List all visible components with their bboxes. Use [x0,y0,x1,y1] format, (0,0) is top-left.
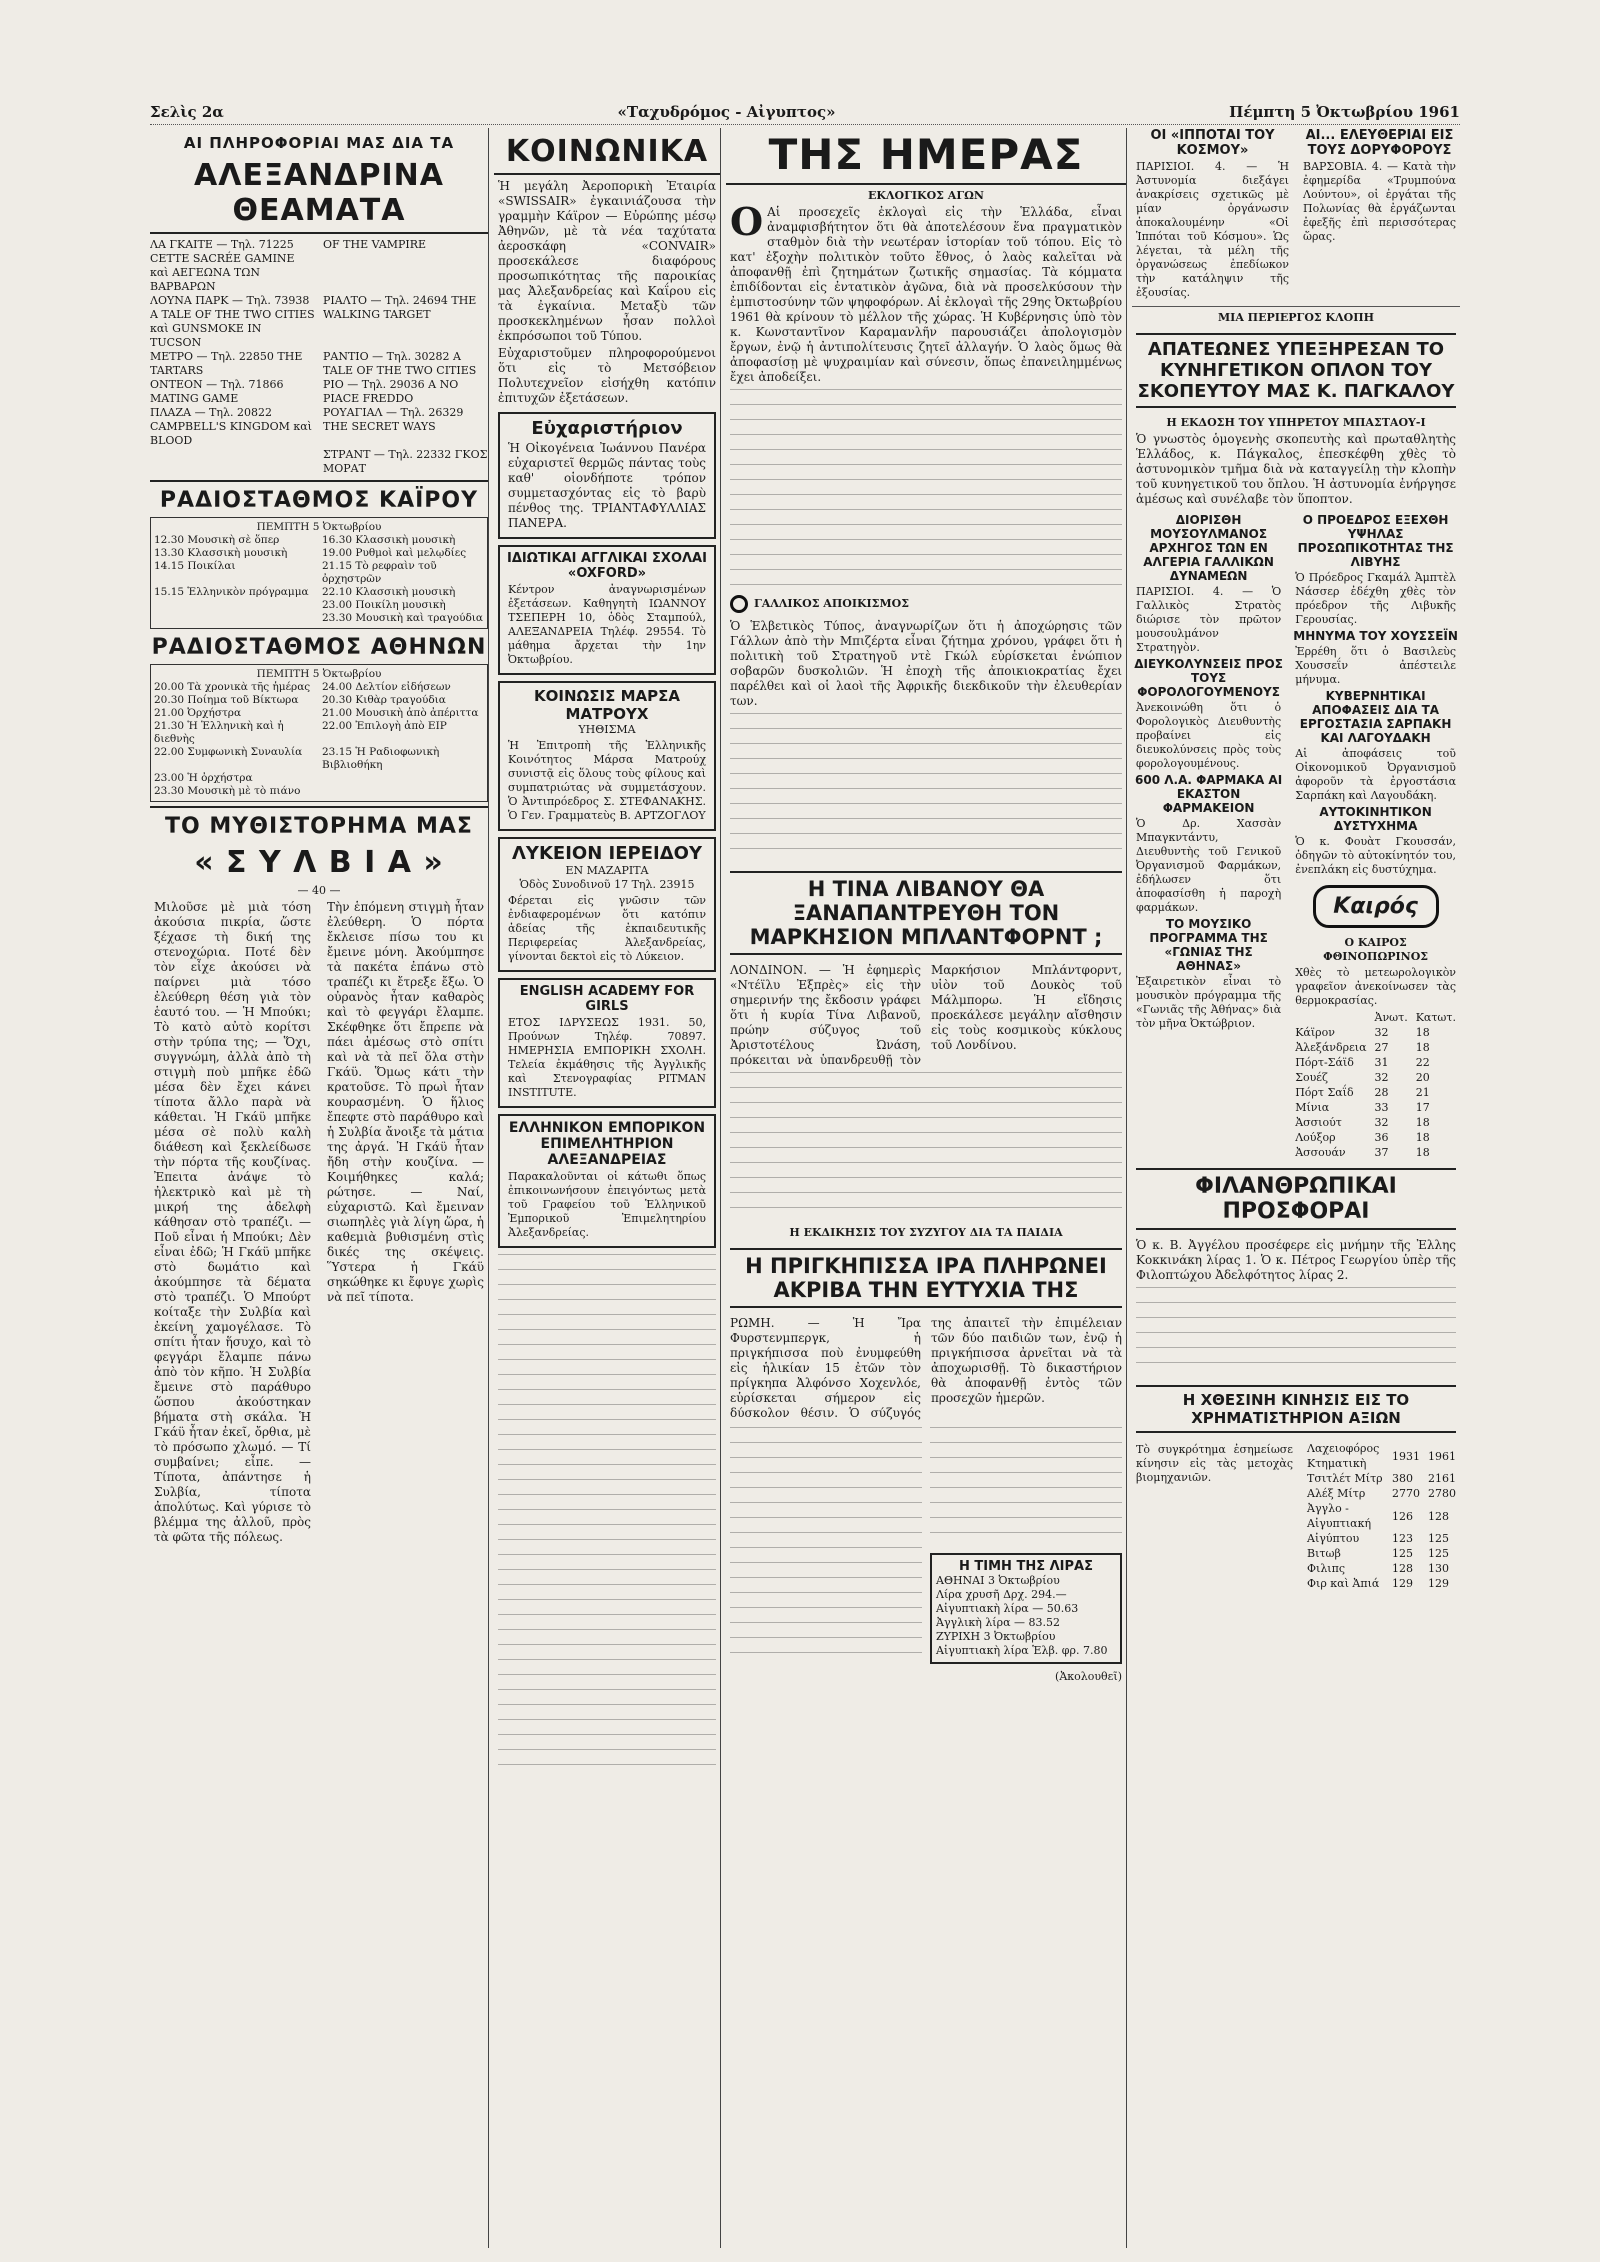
shows-headline: ΑΛΕΞΑΝΔΡΙΝΑ ΘΕΑΜΑΤΑ [194,158,444,228]
article-subhead: Η ΕΚΔΟΣΗ ΤΟΥ ΥΠΗΡΕΤΟΥ ΜΠΑΣΤΑΟΥ-Ι [1166,416,1426,429]
radio-item: 22.00 Ἐπιλογὴ ἀπὸ EIP [322,720,447,732]
novel-text-continued: Τὴν ἑπόμενη στιγμὴ ἦταν ἐλεύθερη. Ὁ πόρτα ἔκλεισε πίσω του κι ἔμεινε μόνη. Ἀκούμπησε τὰ πακέτα ἐπάνω στὸ τραπέζι κι ἔτρεξε ἔξω. Ὁ οὐρανὸς ἦταν καθαρὸς καὶ τὸ φεγγάρι ἔλαμπε. Σκέφθηκε ὅτι ἔπρεπε νὰ πάει ἀμέσως στὸ σπίτι καὶ νὰ τὰ πεῖ ὅλα στὴν Γκάϋ. Ὅμως κάτι τὴν κρατοῦσε. Τὸ πρωὶ ἦταν κουρασμένη. Ὁ ἥλιος ἔπεφτε στὸ παράθυρο καὶ ἡ Συλβία ἄνοιξε τὰ μάτια της ἀργά. Ἡ Γκάϋ ἦταν ἤδη στὴν κουζίνα. — Κοιμήθηκες καλά; ρώτησε. — Ναί, εὐχαριστῶ. Καὶ ἔμειναν σιωπηλὲς γιὰ λίγη ὥρα, ἡ καθεμιὰ βυθισμένη στὶς δικές της σκέψεις. Ὕστερα ἡ Γκάϋ σηκώθηκε κι ἔφυγε χωρὶς νὰ πεῖ τίποτα. [327,900,484,1304]
weather-row: Ἀλεξάνδρεια 27 18 [1295,1041,1430,1054]
page-number: Σελὶς 2α [150,103,224,121]
divider [150,232,488,234]
social-text: Ἡ μεγάλη Ἀεροπορικὴ Ἑταιρία «SWISSAIR» ἐγκαινιάζουσα τὴν γραμμὴν Κάϊρον — Εὐρώπης μέσῳ Ἀθηνῶν, μὲ τὰ νέα ταχύτατα ἀεροσκάφη «CONVAIR» προσεκάλεσε διαφόρους προσωπικότητας τῆς παροικίας μας Ἀλεξανδρείας καὶ Καΐρου εἰς τὰ ἐγκαίνια. Μεταξὺ τῶν προσκεκλημένων ἦσαν πολλοὶ ἐκπρόσωποι τοῦ Τύπου. [498,179,716,343]
weather-row: Πόρτ Σαΐδ 28 21 [1295,1086,1430,1099]
cinema-item: ΛΟΥΝΑ ΠΑΡΚ — Τηλ. 73938 A TALE OF THE TWO CITIES καὶ GUNSMOKE IN TUCSON [150,294,315,349]
radio-item: 23.00 Ποικίλη μουσικὴ [322,599,446,611]
chamber-text: Παρακαλοῦνται οἱ κάτωθι ὅπως ἐπικοινωνήσουν ἐπειγόντως μετὰ τοῦ Γραφείου τοῦ Ἑλληνικοῦ Ἐμπορικοῦ Ἐπιμελητηρίου Ἀλεξανδρείας. [508,1170,706,1239]
hussein-text: Ἐρρέθη ὅτι ὁ Βασιλεὺς Χουσσεΐν ἀπέστειλε μήνυμα. [1295,645,1456,686]
notice-sub: ΥΗΘΙΣΜΑ [578,723,636,736]
chamber-heading: ΕΛΛΗΝΙΚΟΝ ΕΜΠΟΡΙΚΟΝ ΕΠΙΜΕΛΗΤΗΡΙΟΝ ΑΛΕΞΑΝΔΡΕΙΑΣ [508,1120,706,1168]
knights-text: ΠΑΡΙΣΙΟΙ. 4. — Ἡ Ἀστυνομία διεξάγει ἀνακρίσεις σχετικῶς μὲ μίαν ὀργάνωσιν ἀποκαλουμένην «Οἱ Ἱππόται τοῦ Κόσμου». Ὡς λέγεται, τὰ μέλη τῆς ὀργανώσεως ἐπεδίωκον τὴν κατάληψιν τῆς ἐξουσίας. [1136,160,1289,299]
lira-row: Λίρα χρυσῆ Δρχ. 294.— [936,1588,1067,1601]
radio-item: 16.30 Κλασσικὴ μουσικὴ [322,534,456,546]
princess-ira-headline: Η ΠΡΙΓΚΗΠΙΣΣΑ ΙΡΑ ΠΛΗΡΩΝΕΙ ΑΚΡΙΒΑ ΤΗΝ ΕΥΤΥΧΙΑ ΤΗΣ [730,1248,1122,1308]
cinema-item: ΡΟΥΑΓΙΑΛ — Τηλ. 26329 THE SECRET WAYS [323,406,464,433]
cinema-item: ΣΤΡΑΝΤ — Τηλ. 22332 ΓΚΟΣ ΜΟΡΑΤ [323,448,488,475]
charity-headline: ΦΙΛΑΝΘΡΩΠΙΚΑΙ ΠΡΟΣΦΟΡΑΙ [1136,1168,1456,1230]
article-kicker: ΜΙΑ ΠΕΡΙΕΡΓΟΣ ΚΛΟΠΗ [1218,311,1374,324]
section-heading: ΤΗΣ ΗΜΕΡΑΣ [768,130,1084,179]
lira-row: Αἰγυπτιακὴ λίρα — 50.63 [936,1602,1079,1615]
radio-item: 20.00 Τὰ χρονικὰ τῆς ἡμέρας [154,681,311,693]
factories-headline: ΚΥΒΕΡΝΗΤΙΚΑΙ ΑΠΟΦΑΣΕΙΣ ΔΙΑ ΤΑ ΕΡΓΟΣΤΑΣΙΑ ΣΑΡΠΑΚΗ ΚΑΙ ΛΑΓΟΥΔΑΚΗ [1299,689,1452,745]
novel-text: Μιλοῦσε μὲ μιὰ τόση ἀκούσια πικρία, ὥστε ξέχασε τὴ δική της στενοχώρια. Ποτέ δὲν τὸν εἶχε ἀκούσει νὰ παίρνει μιὰ τόσο ἐλεύθερη θέση γιὰ τὸν ἑαυτό του. — Ἡ Μπούκι; Τὸ κατὸ αὐτὸ κορίτσι στὴν τρύπα της; — Ὅχι, συγγνώμη, ἀλλὰ ἀπὸ τὴ στιγμὴ ποὺ μπῆκε ἐδῶ μέσα δὲν ἔχει κάνει τίποτα ἄλλο παρὰ νὰ κάθεται. Ἡ Γκάϋ μπῆκε μέσα σὲ πολὺ καλὴ διάθεση καὶ ξεκλείδωσε τὴν πόρτα τῆς κουζίνας. Ἐπειτα ἀνάψε τὸ ἠλεκτρικὸ καὶ μὲ τὴ μικρή της ἀδελφὴ κάθησαν στὸ τραπέζι. — Ποῦ εἶναι ἡ Μπούκι; Δὲν εἶναι ἐδῶ; Ἡ Γκάϋ μπῆκε στὸ δωμάτιο καὶ ἀκούμπησε τὰ δέματα στὸ τραπέζι. Ὁ Μπούρτ κοίταξε τὴν Συλβία καὶ ἐκείνη χαμογέλασε. Τὸ σπίτι ἦταν ἥσυχο, καὶ τὸ φεγγάρι ἔλαμπε πάνω ἀπὸ τὸν κῆπο. Ἡ Συλβία ἔμεινε στὸ παράθυρο ὥσπου ἀκούστηκαν βήματα στὴ σκάλα. Ἡ Γκάϋ ἦταν ἐκεῖ, ὄρθια, μὲ τὸ πρόσωπο χλωμό. — Τί συμβαίνει; εἶπε. — Τίποτα, ἀπάντησε ἡ Συλβία, τίποτα ἀπολύτως. Καὶ γύρισε τὸ βλέμμα της ἀλλοῦ, πρὸς τὰ φῶτα τῆς πόλεως. [154,900,311,1544]
accident-headline: ΑΥΤΟΚΙΝΗΤΙΚΟΝ ΔΥΣΤΥΧΗΜΑ [1319,805,1432,833]
article-kicker: Η ΕΚΔΙΚΗΣΙΣ ΤΟΥ ΣΥΖΥΓΟΥ ΔΙΑ ΤΑ ΠΑΙΔΙΑ [789,1226,1063,1239]
radio-item: 23.30 Μουσικὴ καὶ τραγούδια [322,612,484,624]
music-headline: ΤΟ ΜΟΥΣΙΚΟ ΠΡΟΓΡΑΜΜΑ ΤΗΣ «ΓΩΝΙΑΣ ΤΗΣ ΑΘΗΝΑΣ» [1149,917,1268,973]
theft-headline: ΑΠΑΤΕΩΝΕΣ ΥΠΕΞΗΡΕΣΑΝ ΤΟ ΚΥΝΗΓΕΤΙΚΟΝ ΟΠΛΟΝ ΤΟΥ ΣΚΟΠΕΥΤΟΥ ΜΑΣ Κ. ΠΑΓΚΑΛΟΥ [1136,333,1456,408]
weather-note: Χθὲς τὸ μετεωρολογικὸν γραφεῖον ἀνεκοίνωσεν τὰς θερμοκρασίας. [1295,966,1456,1007]
cinema-item: ΟΝΤΕΟΝ — Τηλ. 71866 MATING GAME [150,378,284,405]
colonialism-text: Ὁ Ἑλβετικὸς Τύπος, ἀναγνωρίζων ὅτι ἡ ἀποχώρησις τῶν Γάλλων ἀπὸ τὴν Μπιζέρτα εἶναι ζήτημα χρόνου, γράφει ὅτι ἡ πολιτικὴ τοῦ Στρατηγοῦ ντὲ Γκώλ εὑρίσκεται ἐνώπιον σοβαρῶν δυσκολιῶν. Ἡ ἐποχὴ τῆς ἀποικιοκρατίας ἔχει παρέλθει καὶ οἱ λαοὶ τῆς Ἀφρικῆς διεκδικοῦν τὴν ἐλευθερίαν των. [730,619,1122,708]
drop-cap-icon: O [730,199,764,244]
article-kicker: ΓΑΛΛΙΚΟΣ ΑΠΟΙΚΙΣΜΟΣ [730,595,1122,613]
cinema-item: ΠΛΑΖΑ — Τηλ. 20822 CAMPBELL'S KINGDOM καὶ BLOOD [150,406,312,447]
knights-headline: ΟΙ «ΙΠΠΟΤΑΙ ΤΟΥ ΚΟΣΜΟΥ» [1150,128,1275,158]
divider [150,480,488,482]
social-heading: ΚΟΙΝΩΝΙΚΑ [505,134,709,169]
tax-text: Ἀνεκοινώθη ὅτι ὁ Φορολογικὸς Διευθυντὴς προβαίνει εἰς διευκολύνσεις πρὸς τοὺς φορολογουμένους. [1136,701,1282,770]
continued-note: (Ἀκολουθεῖ) [1055,1670,1122,1683]
body-text-block [1136,1287,1456,1377]
election-article [730,199,1122,385]
thanks-heading: Εὐχαριστήριον [531,418,683,439]
election-text: Αἱ προσεχεῖς ἐκλογαὶ εἰς τὴν Ἑλλάδα, εἶναι ἀναμφισβήτητον ὅτι θὰ ἀποτελέσουν ἕνα πραγματικὸν σταθμὸν διὰ τὴν νεωτέραν ἱστορίαν τοῦ τόπου. Εἰς τὸ κατ' ἐξοχὴν πολιτικὸν τοῦτο ἔθνος, ὁ λαὸς καλεῖται νὰ ἀποφανθῇ ἐπὶ ζητημάτων ζωτικῆς σημασίας. Τὰ κόμματα ἐπιδίδονται εἰς ἐντατικὸν ἀγῶνα, διὰ νὰ προσελκύσουν τὴν ἐμπιστοσύνην τῶν ψηφοφόρων. Αἱ ἐκλογαὶ τῆς 29ης Ὀκτωβρίου 1961 θὰ κρίνουν τὸ μέλλον τῆς χώρας. Ἡ Κυβέρνησις ὑπὸ τὸν κ. Κωνσταντῖνον Καραμανλῆν παρουσιάζει ἀπολογισμὸν ἔργων, ἐνῷ ἡ ἀντιπολίτευσις ζητεῖ ἀλλαγήν. Ὁ λαὸς ὅμως θὰ ἀποφασίσῃ μὲ ψυχραιμίαν καὶ σύνεσιν, ὅπως ἐπανειλημμένως ἔχει ἀποδείξει. [730,205,1122,384]
cinema-item: ΛΑ ΓΚΑΙΤΕ — Τηλ. 71225 CETTE SACRÉE GAMINE καὶ ΑΕΓΕΩΝΑ ΤΩΝ ΒΑΡΒΑΡΩΝ [150,238,295,293]
weather-row: Μίνια 33 17 [1295,1101,1430,1114]
radio-date: ΠΕΜΠΤΗ 5 Ὀκτωβρίου [256,521,382,533]
lira-row: ΖΥΡΙΧΗ 3 Ὀκτωβρίου [936,1630,1056,1643]
pharmacy-headline: 600 Λ.Α. ΦΑΡΜΑΚΑ ΑΙ ΕΚΑΣΤΟΝ ΦΑΡΜΑΚΕΙΟΝ [1135,773,1283,815]
stocks-row: Τσιτλέτ Μίτρ 380 2161 [1307,1472,1456,1485]
radio-item: 24.00 Δελτίον εἰδήσεων [322,681,451,693]
radio-item: 23.00 Ἡ ὀρχήστρα [154,772,253,784]
tax-headline: ΔΙΕΥΚΟΛΥΝΣΕΙΣ ΠΡΟΣ ΤΟΥΣ ΦΟΡΟΛΟΓΟΥΜΕΝΟΥΣ [1134,657,1283,699]
algeria-headline: ΔΙΟΡΙΣΘΗ ΜΟΥΣΟΥΛΜΑΝΟΣ ΑΡΧΗΓΟΣ ΤΩΝ ΕΝ ΑΛΓΕΡΙΑ ΓΑΛΛΙΚΩΝ ΔΥΝΑΜΕΩΝ [1143,513,1274,583]
weather-row: Κάϊρον 32 18 [1295,1026,1430,1039]
lyceum-address: Ὁδὸς Συνοδινοῦ 17 Τηλ. 23915 [519,878,695,891]
weather-header-row: Ἀνωτ. Κατωτ. [1374,1011,1456,1024]
libya-text: Ὁ Πρόεδρος Γκαμάλ Ἀμπτὲλ Νάσσερ ἐδέχθη χθὲς τὸν πρόεδρον τῆς Λιβυκῆς Γερουσίας. [1295,571,1456,626]
divider [150,806,488,808]
novel-title: « Σ Υ Λ Β Ι Α » [194,845,444,880]
notice-text: Ἡ Ἐπιτροπὴ τῆς Ἑλληνικῆς Κοινότητος Μάρσα Ματρούχ συνιστᾷ εἰς ὅλους τοὺς φίλους καὶ συμπατριώτας νὰ συμμετάσχουν. Ὁ Ἀντιπρόεδρος Σ. ΣΤΕΦΑΝΑΚΗΣ. Ὁ Γεν. Γραμματεὺς Β. ΑΡΤΖΟΓΛΟΥ [508,739,706,822]
school-heading: ΙΔΙΩΤΙΚΑΙ ΑΓΓΛΙΚΑΙ ΣΧΟΛΑΙ «OXFORD» [507,551,707,581]
novel-installment: — 40 — [297,884,341,897]
radio-item: 23.30 Μουσικὴ μὲ τὸ πιάνο [154,785,301,797]
divider [494,173,720,175]
hussein-headline: ΜΗΝΥΜΑ ΤΟΥ ΧΟΥΣΣΕΪΝ [1293,629,1458,643]
radio-item: 21.15 Τὸ ρεφραὶν τοῦ ὀρχηστρῶν [322,560,437,585]
weather-row: Πόρτ-Σάϊδ 31 22 [1295,1056,1430,1069]
lira-row: Ἀγγλικὴ λίρα — 83.52 [936,1616,1061,1629]
stocks-row: Αλέξ Μίτρ 2770 2780 [1307,1487,1456,1500]
column-2 [494,128,721,2248]
body-text-block [730,389,1122,589]
article-kicker: ΕΚΛΟΓΙΚΟΣ ΑΓΩΝ [868,189,984,202]
stocks-table [1303,1441,1460,1591]
notice-heading: ΚΟΙΝΩΣΙΣ ΜΑΡΣΑ ΜΑΤΡΟΥΧ [534,687,680,723]
stocks-row: Αἰγύπτου 123 125 [1307,1532,1449,1545]
radio-item: 15.15 Ἑλληνικὸν πρόγραμμα [154,586,309,598]
cinema-item: ΡΙΟ — Τηλ. 29036 A NO PIACE FREDDO [323,378,459,405]
stocks-row: Βιτωβ 125 125 [1307,1547,1449,1560]
lira-row: ΑΘΗΝΑΙ 3 Ὀκτωβρίου [936,1574,1060,1587]
radio-date: ΠΕΜΠΤΗ 5 Ὀκτωβρίου [256,668,382,680]
radio-item: 12.30 Μουσικὴ σὲ ὅπερ [154,534,280,546]
pharmacy-text: Ὁ Δρ. Χασσὰν Μπαγκντάντυ, Διευθυντὴς τοῦ Γενικοῦ Ὀργανισμοῦ Φαρμάκων, ἐδήλωσεν ὅτι ἀποφασίσθη ἡ παροχὴ φαρμάκων. [1136,817,1282,914]
princess-ira-text: ΡΩΜΗ. — Ἡ Ἴρα Φυρστενμπεργκ, ἡ πριγκήπισσα ποὺ ἐνυμφεύθη εἰς ἡλικίαν 15 ἐτῶν τὸν πρίγκηπα Ἀλφόνσο Χοχενλόε, εὑρίσκεται σήμερον εἰς δύσκολον θέσιν. Ὁ σύζυγός της ἀπαιτεῖ τὴν ἐπιμέλειαν τῶν δύο παιδιῶν των, ἐνῷ ἡ πριγκήπισσα ἀρνεῖται νὰ τὰ ἀποχωρισθῇ. Τὸ δικαστήριον θὰ ἀποφανθῇ ἐντὸς τῶν προσεχῶν ἡμερῶν. [730,1316,1122,1420]
radio-athens-schedule [150,664,488,802]
charity-text: Ὁ κ. Β. Ἀγγέλου προσέφερε εἰς μνήμην τῆς Ἐλλης Κοκκινάκη λίρας 1. Ὁ κ. Πέτρος Γεωργίου ὑπὲρ τῆς Φιλοπτώχου Ἀδελφότητος λίρας 2. [1136,1238,1456,1282]
radio-item: 21.00 Ὀρχήστρα [154,707,242,719]
stocks-headline: Η ΧΘΕΣΙΝΗ ΚΙΝΗΣΙΣ ΕΙΣ ΤΟ ΧΡΗΜΑΤΙΣΤΗΡΙΟΝ ΑΞΙΩΝ [1136,1385,1456,1433]
social-text: Εὐχαριστοῦμεν πληροφορούμενοι ὅτι εἰς τὸ Μετσόβειον Πολυτεχνεῖον εἰσήχθη κατόπιν ἐπιτυχῶν ἐξετάσεων. [498,346,716,405]
stocks-row: Ἀγγλο - Αἰγυπτιακή 126 128 [1307,1502,1449,1530]
lira-row: Αἰγυπτιακὴ λίρα Ἑλβ. φρ. 7.80 [936,1644,1108,1657]
weather-row: Ἀσσιούτ 32 18 [1295,1116,1430,1129]
radio-item: 20.30 Κιθὰρ τραγούδια [322,694,446,706]
algeria-text: ΠΑΡΙΣΙΟΙ. 4. — Ὁ Γαλλικὸς Στρατὸς διώρισε τὸν πρῶτον μουσουλμάνον Στρατηγὸν. [1136,585,1282,654]
factories-text: Αἱ ἀποφάσεις τοῦ Οἰκονομικοῦ Ὀργανισμοῦ ἀφοροῦν τὰ ἐργοστάσια Σαρπάκη καὶ Λαγουδάκη. [1295,747,1456,802]
column-1 [150,128,489,2248]
radio-item: 21.30 Ἡ Ἑλληνικὴ καὶ ἡ διεθνὴς [154,720,284,745]
bullet-ring-icon [730,595,748,613]
divider [726,183,1126,185]
stocks-text: Τὸ συγκρότημα ἐσημείωσε κίνησιν εἰς τὰς μετοχὰς βιομηχανιῶν. [1136,1443,1293,1484]
lyceum-text: Φέρεται εἰς γνῶσιν τῶν ἐνδιαφερομένων ὅτι κατόπιν ἀδείας τῆς ἐκπαιδευτικῆς Περιφερείας Ἀλεξανδρείας, γίνονται δεκτοὶ εἰς τὸ Λύκειον. [508,894,706,963]
novel-heading: ΤΟ ΜΥΘΙΣΤΟΡΗΜΑ ΜΑΣ [165,814,473,839]
libya-headline: Ο ΠΡΟΕΔΡΟΣ ΕΞΕΧΘΗ ΥΨΗΛΑΣ ΠΡΟΣΩΠΙΚΟΤΗΤΑΣ ΤΗΣ ΛΙΒΥΗΣ [1297,513,1454,569]
accident-text: Ὁ κ. Φουὰτ Γκουσσάν, ὁδηγῶν τὸ αὐτοκίνητόν του, ἐνεπλάκη εἰς δυστύχημα. [1295,835,1456,876]
radio-item: 23.15 Ἡ Ραδιοφωνικὴ Βιβλιοθήκη [322,746,440,771]
cinema-item: ΡΙΑΛΤΟ — Τηλ. 24694 THE WALKING TARGET [323,294,477,321]
stocks-row: Φιλιπς 128 130 [1307,1562,1449,1575]
radio-item: 14.15 Ποικίλαι [154,560,236,572]
shows-kicker: ΑΙ ΠΛΗΡΟΦΟΡΙΑΙ ΜΑΣ ΔΙΑ ΤΑ [183,134,455,152]
english-academy-text: ΕΤΟΣ ΙΔΡΥΣΕΩΣ 1931. 50, Προύνων Τηλέφ. 70897. ΗΜΕΡΗΣΙΑ ΕΜΠΟΡΙΚΗ ΣΧΟΛΗ. Τελεία ἐκμάθησις τῆς Ἀγγλικῆς καὶ Στενογραφίας PITMAN INSTITUTE. [508,1016,706,1099]
cinema-item: ΡΑΝΤΙΟ — Τηλ. 30282 A TALE OF THE TWO CITIES [323,350,477,377]
newspaper-name: «Ταχυδρόμος - Αἰγυπτος» [617,103,836,121]
cinema-item: OF THE VAMPIRE [323,238,427,251]
cinema-listing [150,238,488,476]
satellites-headline: ΑΙ... ΕΛΕΥΘΕΡΙΑΙ ΕΙΣ ΤΟΥΣ ΔΟΡΥΦΟΡΟΥΣ [1305,128,1454,158]
radio-athens-heading: ΡΑΔΙΟΣΤΑΘΜΟΣ ΑΘΗΝΩΝ [151,635,487,660]
theft-text: Ὁ γνωστὸς ὁμογενὴς σκοπευτὴς καὶ πρωταθλητὴς Ἑλλάδος, κ. Πάγκαλος, ἐπεσκέφθη χθὲς τὸ ἀστυνομικὸν τμῆμα διὰ νὰ καταγγείλῃ τὴν κλοπὴν τοῦ κυνηγετικοῦ του ὅπλου. Ἡ ἀστυνομία ἐνήργησε ἀμέσως καὶ συνέλαβε τὸν ὕποπτον. [1136,432,1456,506]
english-academy-heading: ENGLISH ACADEMY FOR GIRLS [519,984,695,1014]
stocks-row: Λαχειοφόρος Κτηματικὴ 1931 1961 [1307,1442,1456,1470]
body-text-block [930,1427,1122,1547]
satellites-text: ΒΑΡΣΟΒΙΑ. 4. — Κατὰ τὴν ἐφημερίδα «Τρυμπούνα Λούντου», οἱ ἐργάται τῆς Πολωνίας θὰ ἐργάζωνται ἐφεξῆς ἐπὶ περισσότερας ὥρας. [1303,160,1456,243]
radio-cairo-heading: ΡΑΔΙΟΣΤΑΘΜΟΣ ΚΑΪΡΟΥ [159,488,479,513]
radio-cairo-schedule [150,517,488,629]
radio-item: 19.00 Ρυθμοὶ καὶ μελῳδίες [322,547,467,559]
cinema-item: ΜΕΤΡΟ — Τηλ. 22850 THE TARTARS [150,350,303,377]
column-4 [1132,128,1460,2248]
body-text-block [730,713,1122,863]
body-text-block [498,1254,716,1774]
tina-livanos-headline: Η ΤΙΝΑ ΛΙΒΑΝΟΥ ΘΑ ΞΑΝΑΠΑΝΤΡΕΥΘΗ ΤΟΝ ΜΑΡΚΗΣΙΟΝ ΜΠΛΑΝΤΦΟΡΝΤ ; [730,871,1122,955]
lira-heading: Η ΤΙΜΗ ΤΗΣ ΛΙΡΑΣ [959,1559,1093,1574]
tina-livanos-text: ΛΟΝΔΙΝΟΝ. — Ἡ ἐφημερὶς «Ντέϊλυ Ἐξπρὲς» εἰς τὴν σημερινήν της ἔκδοσιν γράφει ὅτι ἡ κυρία Τίνα Λιβανοῦ, πρώην σύζυγος τοῦ Ἀριστοτέλους Ὠνάση, πρόκειται νὰ ὑπανδρευθῇ τὸν Μαρκήσιον Μπλάντφορντ, υἱὸν τοῦ Δουκὸς τοῦ Μάλμπορω. Ἡ εἴδησις προεκάλεσε μεγάλην αἴσθησιν εἰς τοὺς κοσμικοὺς κύκλους τοῦ Λονδίνου. [730,963,1122,1067]
weather-row: Σουέζ 32 20 [1295,1071,1430,1084]
radio-item: 22.00 Συμφωνικὴ Συναυλία [154,746,303,758]
lyceum-location: ΕΝ ΜΑΖΑΡΙΤΑ [565,864,649,877]
weather-row: Ἀσσουάν 37 18 [1295,1146,1430,1159]
lyceum-heading: ΛΥΚΕΙΟΝ ΙΕΡΕΙΔΟΥ [512,843,702,864]
radio-item: 13.30 Κλασσικὴ μουσικὴ [154,547,288,559]
weather-heading: Ο ΚΑΙΡΟΣ ΦΘΙΝΟΠΩΡΙΝΟΣ [1323,936,1429,963]
radio-item: 22.10 Κλασσικὴ μουσικὴ [322,586,456,598]
thanks-text: Ἡ Οἰκογένεια Ἰωάννου Πανέρα εὐχαριστεῖ θερμῶς πάντας τοὺς καθ' οἱονδήποτε τρόπον συμμετασχόντας εἰς τὸ βαρὺ πένθος της. ΤΡΙΑΝΤΑΦΥΛΛΙΑΣ ΠΑΝΕΡΑ. [508,441,706,530]
weather-row: Λούξορ 36 18 [1295,1131,1430,1144]
radio-item: 21.00 Μουσικὴ ἀπὸ ἀπέριττα [322,707,479,719]
masthead [150,100,1460,125]
column-3 [726,128,1127,2248]
body-text-block [730,1427,922,1667]
radio-item: 20.30 Ποίημα τοῦ Βίκτωρα [154,694,299,706]
school-text: Κέντρον ἀναγνωρισμένων ἐξετάσεων. Καθηγητὴ ΙΩΑΝΝΟΥ ΤΣΕΠΕΡΗ 10, ὁδὸς Σταμπούλ, ΑΛΕΞΑΝΔΡΕΙΑ Τηλέφ. 29554. Τὸ μάθημα ἄρχεται τὴν 1ην Ὀκτωβρίου. [508,583,706,666]
body-text-block [730,1072,1122,1222]
weather-logo: Καιρός [1313,885,1439,928]
issue-date: Πέμπτη 5 Ὀκτωβρίου 1961 [1229,103,1460,121]
stocks-row: Φιρ καὶ Ἀπιά 129 129 [1307,1577,1449,1590]
weather-table [1291,1010,1460,1160]
music-text: Ἐξαιρετικὸν εἶναι τὸ μουσικὸν πρόγραμμα τῆς «Γωνιᾶς τῆς Ἀθήνας» διὰ τὸν μῆνα Ὀκτώβριον. [1136,975,1282,1030]
